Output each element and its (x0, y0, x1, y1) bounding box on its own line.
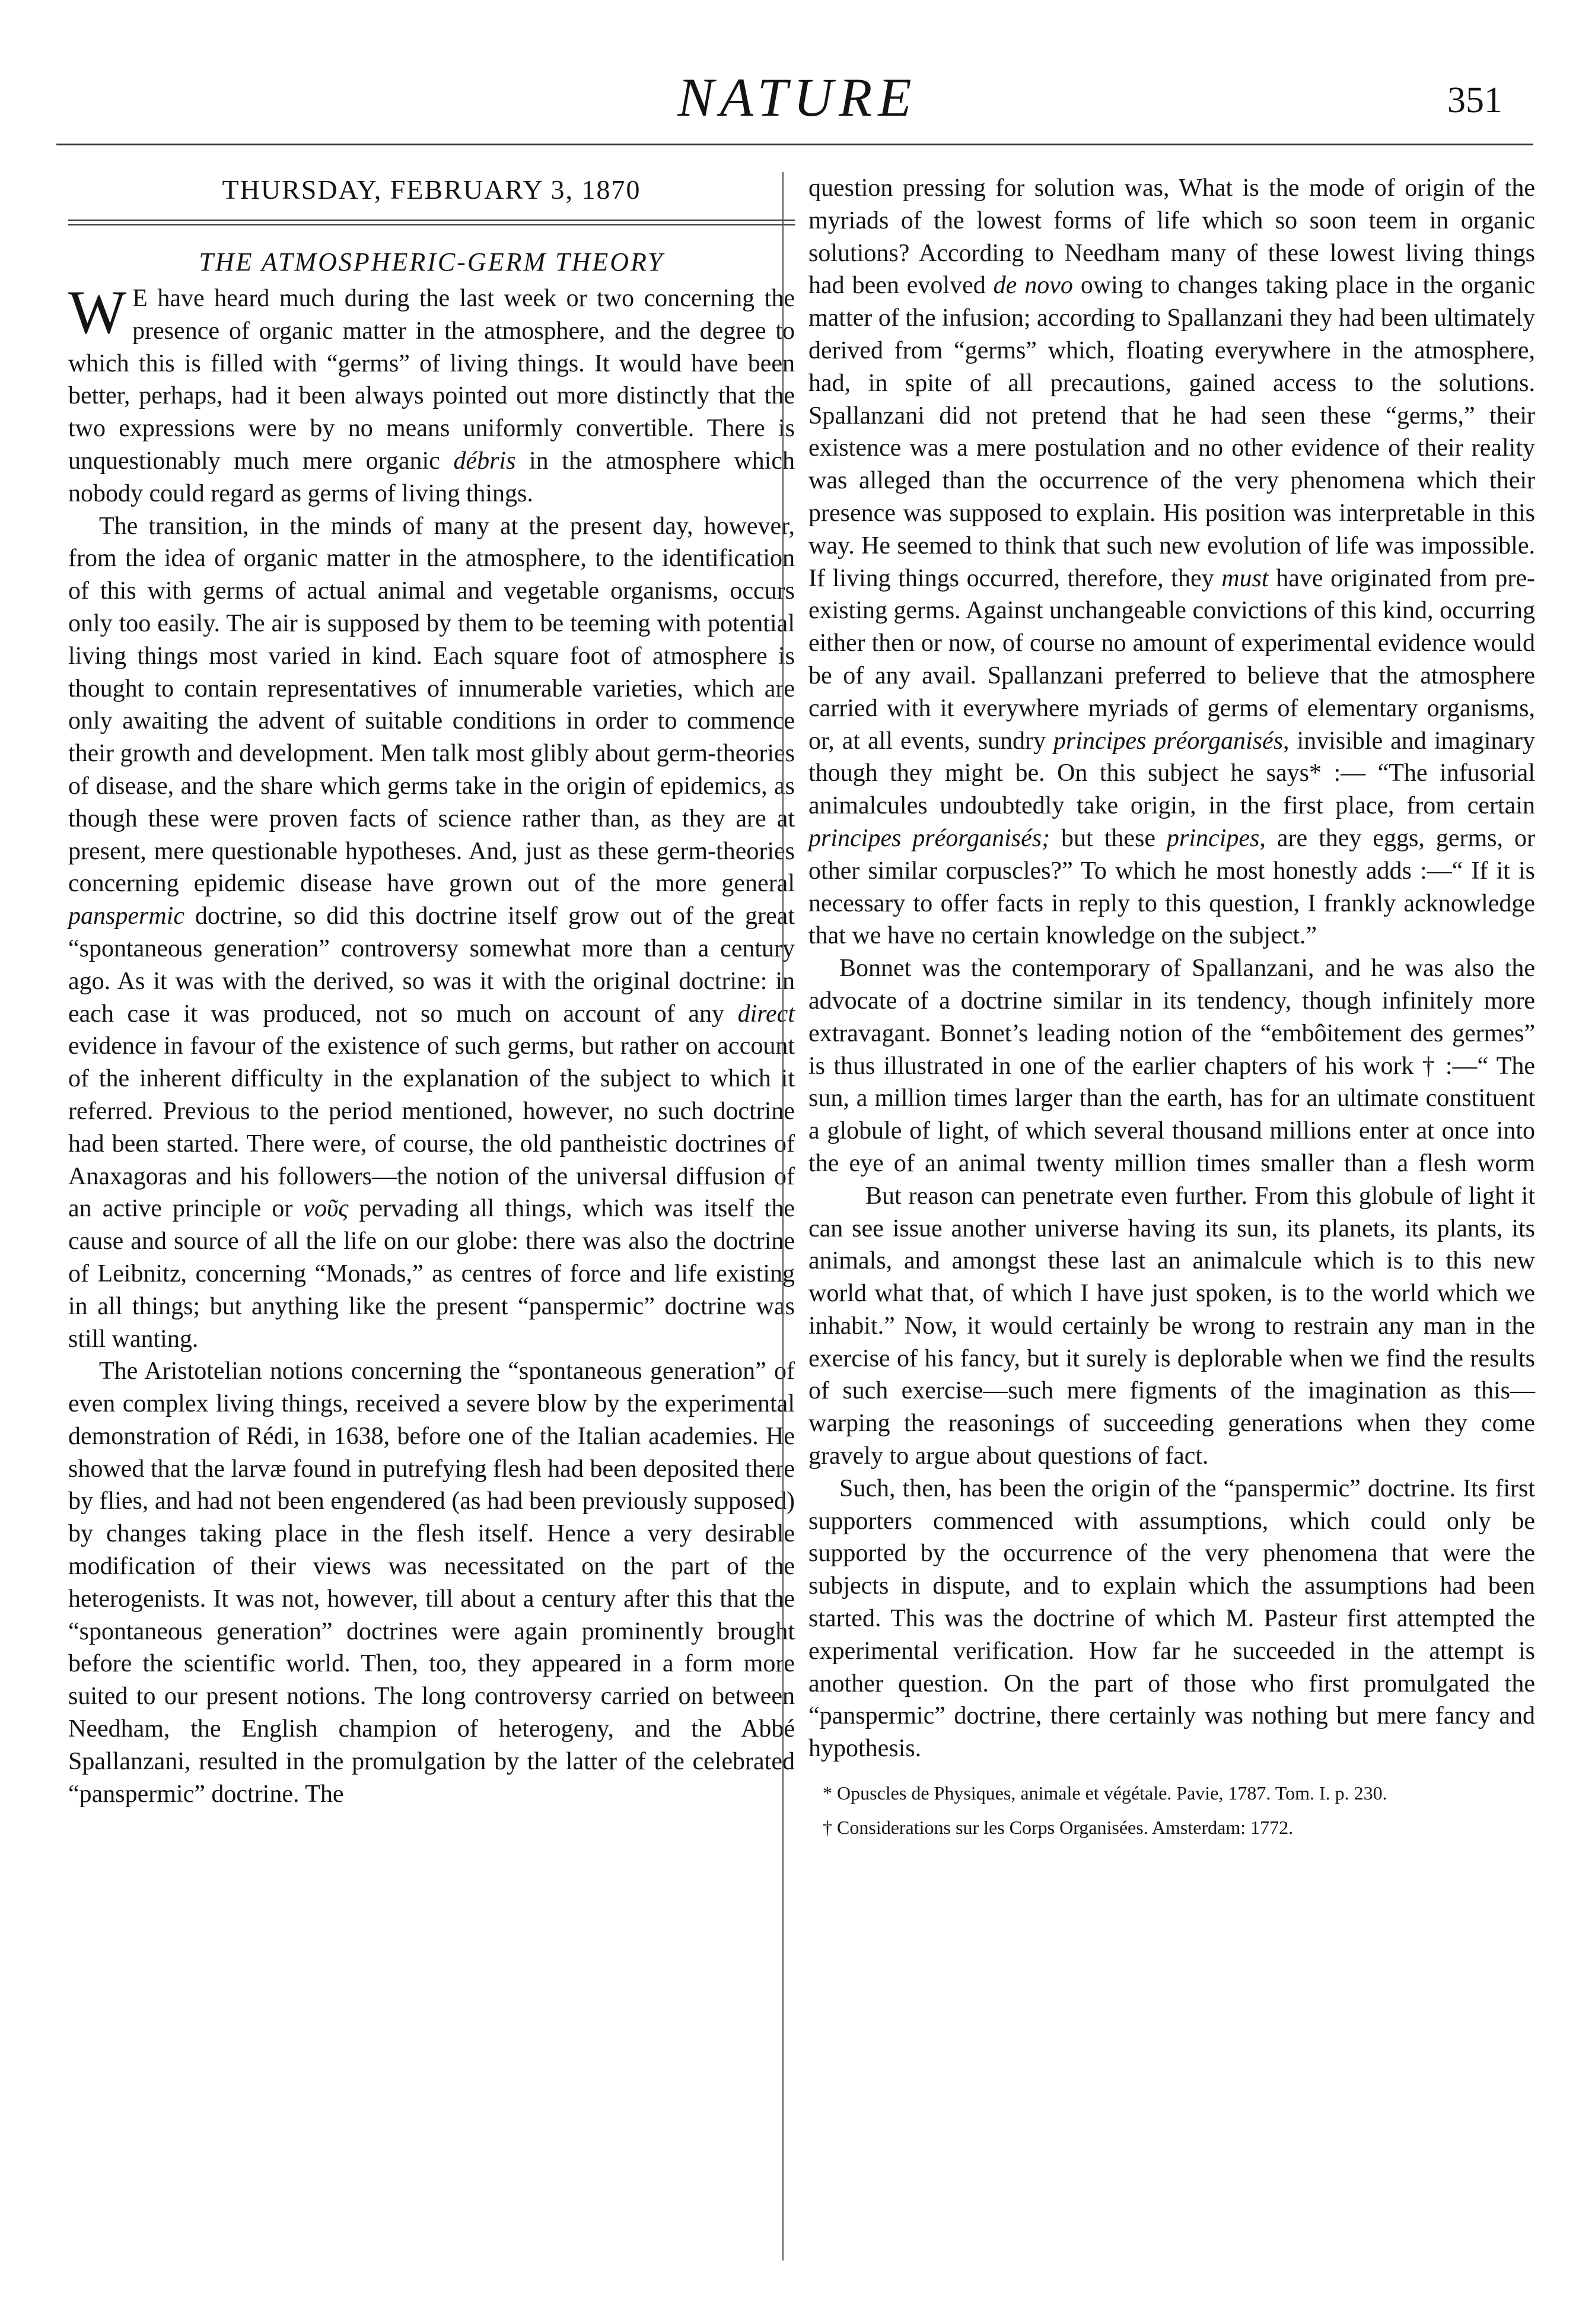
left-column (68, 172, 795, 1810)
header-rule (56, 144, 1533, 145)
footnote-2: † Considerations sur les Corps Organisées. Amsterdam: 1772. (823, 1817, 1294, 1839)
issue-dateline: THURSDAY, FEBRUARY 3, 1870 (222, 174, 641, 205)
paragraph-1: W E have heard much during the last week or two concerning the presence of organic matter in the atmosphere, and the degree to which this is filled with “germs” of living things. It would have been better, perhaps, had it been always pointed out more distinctly that the two expressions were by no means uniformly convertible. There is unquestionably much mere organic débris in the atmosphere which nobody could regard as germs of living things. (68, 278, 795, 507)
page-number: 351 (1447, 80, 1502, 120)
journal-title: NATURE (677, 67, 918, 128)
paragraph-5: Bonnet was the contemporary of Spallanzani, and he was also the advocate of a doctrine similar in its tendency, though infinitely more extravagant. Bonnet’s leading notion of the “embôitement des germes” is thus illustrated in one of the earlier chapters of his work † :—“ The sun, a million times larger than the earth, has for an ultimate constituent a globule of light, of which several thousand millions enter at once into the eye of an animal twenty million times smaller than a flesh worm But reason can penetrate even further. From this globule of light it can see issue another universe having its sun, its planets, its plants, its animals, and amongst these last an animalcule which is to this new world what that, of which I have just spoken, is to the world which we inhabit.” Now, it would certainly be wrong to restrain any man in the exercise of his fancy, but it surely is deplorable when we find the results of such exercise—such mere figments of the imagination as this—warping the reasonings of succeeding generations when they come gravely to argue about questions of fact. (808, 955, 1535, 1470)
right-column (808, 172, 1535, 1849)
paragraph-2: The transition, in the minds of many at the present day, however, from the idea of organic matter in the atmosphere, to the identification of this with germs of actual animal and vegetable organisms, occurs only too easily. The air is supposed by them to be teeming with potential living things most varied in kind. Each square foot of atmosphere is thought to contain representatives of innumerable varieties, which are only awaiting the advent of suitable conditions in order to commence their growth and development. Men talk most glibly about germ-theories of disease, and the share which germs take in the origin of epidemics, as though these were proven facts of science rather than, as they are at present, mere questionable hypotheses. And, just as these germ-theories concerning epidemic disease have grown out of the more general panspermic doctrine, so did this doctrine itself grow out of the great “spontaneous generation” controversy somewhat more than a century ago. As it was with the derived, so was it with the original doctrine: in each case it was produced, not so much on account of any direct evidence in favour of the existence of such germs, but rather on account of the inherent difficulty in the explanation of the subject to which it referred. Previous to the period mentioned, however, no such doctrine had been started. There were, of course, the old pantheistic doctrines of Anaxagoras and his followers—the notion of the universal diffusion of an active principle or νoῦς pervading all things, which was itself the cause and source of all the life on our globe: there was also the doctrine of Leibnitz, concerning “Monads,” as centres of force and life existing in all things; but anything like the present “panspermic” doctrine was still wanting. (68, 512, 795, 1353)
article-headline: THE ATMOSPHERIC-GERM THEORY (199, 247, 664, 276)
footnote-1: * Opuscles de Physiques, animale et végétale. Pavie, 1787. Tom. I. p. 230. (823, 1782, 1387, 1804)
footnotes (808, 1781, 1535, 1840)
drop-cap: W (68, 278, 127, 346)
paragraph-6: Such, then, has been the origin of the “panspermic” doctrine. Its first supporters commenced with assumptions, which could only be supported by the occurrence of the very phenomena that were the subjects in dispute, and to explain which the assumptions had been started. This was the doctrine of which M. Pasteur first attempted the experimental verification. How far he succeeded in the attempt is another question. On the part of those who first promulgated the “panspermic” doctrine, there certainly was nothing but mere fancy and hypothesis. (808, 1474, 1535, 1763)
masthead (0, 0, 1595, 148)
paragraph-4: question pressing for solution was, What is the mode of origin of the myriads of the lowest forms of life which so soon teem in organic solutions? According to Needham many of these lowest living things had been evolved de novo owing to changes taking place in the organic matter of the infusion; according to Spallanzani they had been ultimately derived from “germs” which, floating everywhere in the atmosphere, had, in spite of all precautions, gained access to the solutions. Spallanzani did not pretend that he had seen these “germs,” their existence was a mere postulation and no other evidence of their reality was alleged than the occurrence of the very phenomena which their presence was supposed to explain. His position was interpretable in this way. He seemed to think that such new evolution of life was impossible. If living things occurred, therefore, they must have originated from pre-existing germs. Against unchangeable convictions of this kind, occurring either then or now, of course no amount of experimental evidence would be of any avail. Spallanzani preferred to believe that the atmosphere carried with it everywhere myriads of germs of elementary organisms, or, at all events, sundry principes préorganisés, invisible and imaginary though they might be. On this subject he says* :— “The infusorial animalcules undoubtedly take origin, in the first place, from certain principes préorganisés; but these principes, are they eggs, germs, or other similar corpuscles?” To which he most honestly adds :—“ If it is necessary to offer facts in reply to this question, I frankly acknowledge that we have no certain knowledge on the subject.” (808, 174, 1535, 950)
dateline-rule (68, 220, 795, 225)
paragraph-3: The Aristotelian notions concerning the “spontaneous generation” of even complex living things, received a severe blow by the experimental demonstration of Rédi, in 1638, before one of the Italian academies. He showed that the larvæ found in putrefying flesh had been deposited there by flies, and had not been engendered (as had been previously supposed) by changes taking place in the flesh itself. Hence a very desirable modification of their views was necessitated on the part of the heterogenists. It was not, however, till about a century after this that the “spontaneous generation” doctrines were again prominently brought before the scientific world. Then, too, they appeared in a form more suited to our present notions. The long controversy carried on between Needham, the English champion of heterogeny, and the Abbé Spallanzani, resulted in the promulgation by the latter of the celebrated “panspermic” doctrine. The (68, 1357, 795, 1808)
column-divider (782, 172, 784, 2261)
